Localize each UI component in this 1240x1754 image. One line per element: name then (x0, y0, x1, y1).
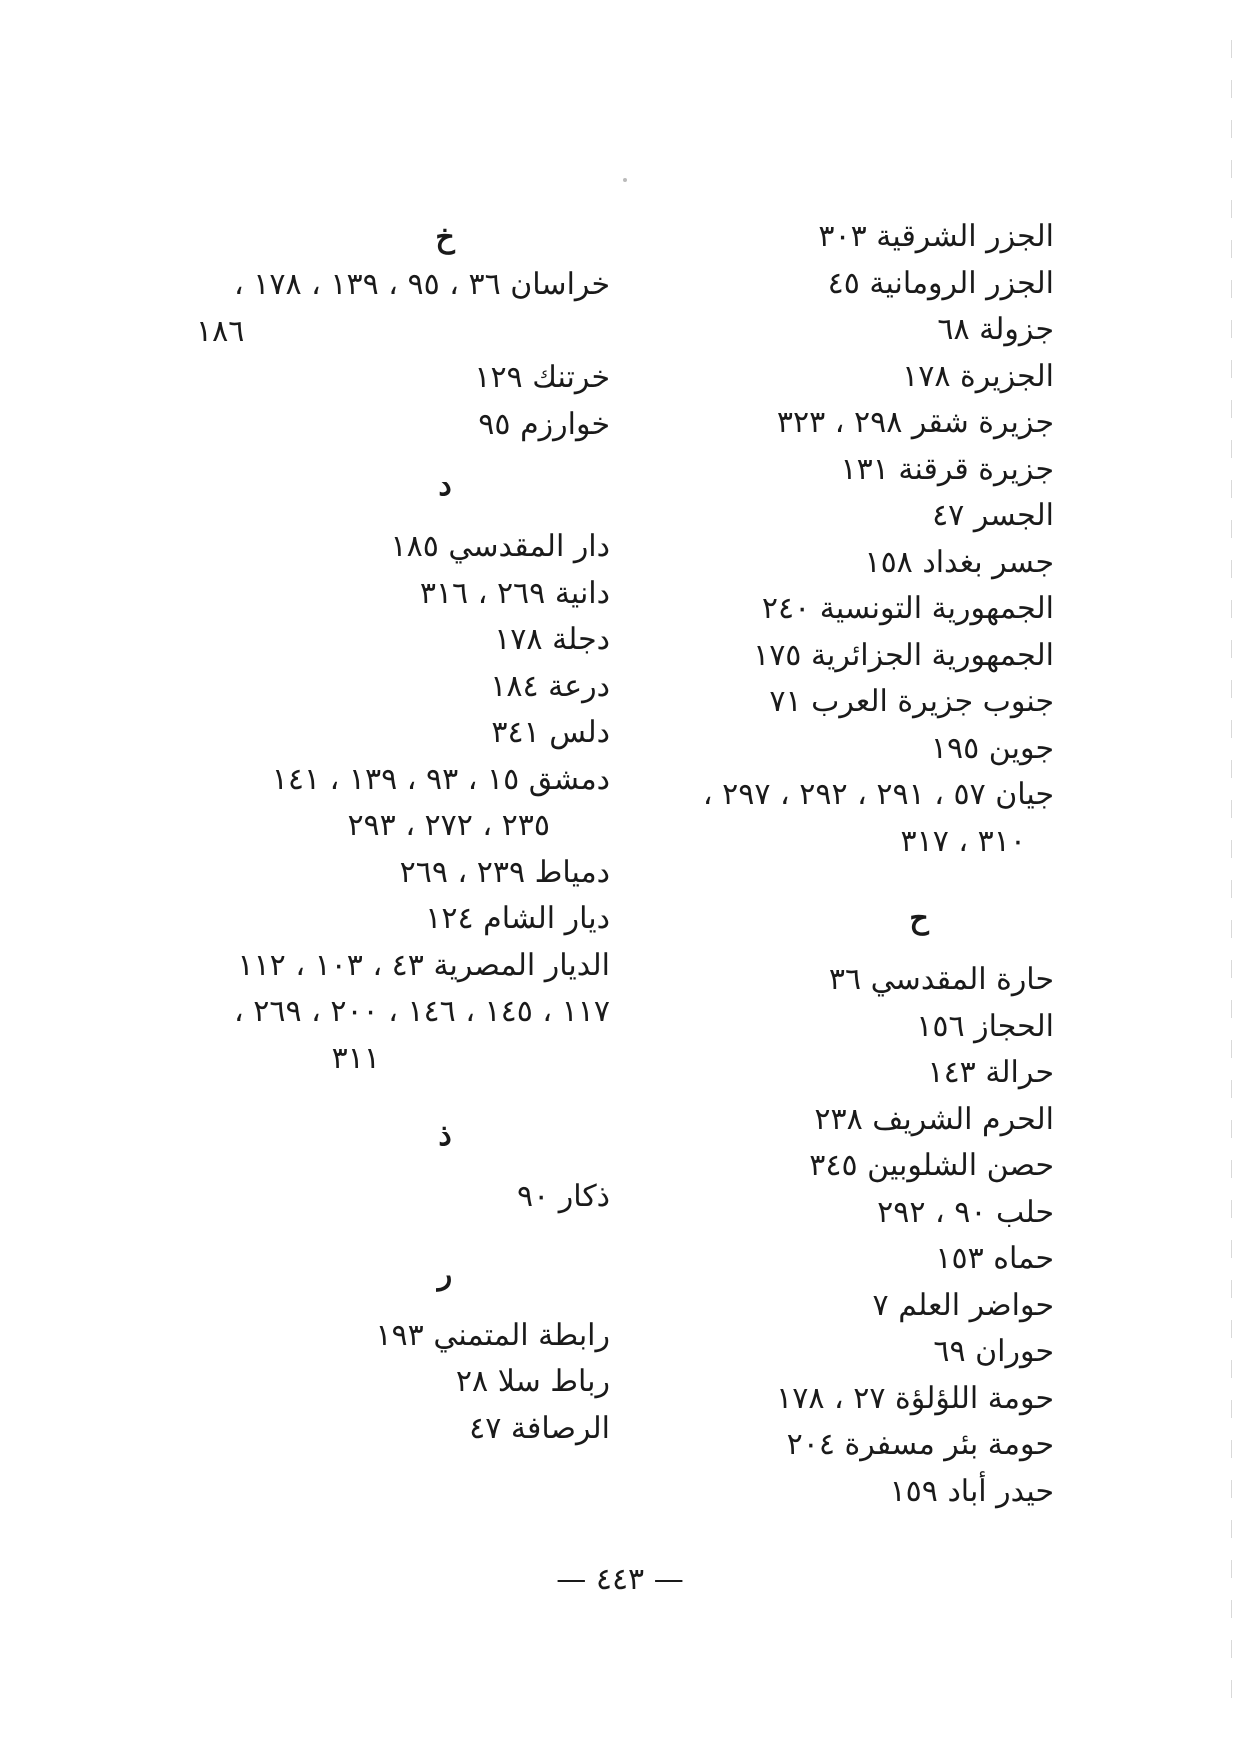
index-entry-jayan (574, 772, 1054, 865)
index-entry-dimashq (190, 757, 610, 850)
letter-heading-dal: د (438, 468, 452, 503)
index-entry: جوين ١٩٥ (930, 730, 1054, 766)
index-entry-diyar-misriya (190, 943, 610, 1083)
index-entry: رابطة المتمني ١٩٣ (375, 1317, 610, 1353)
index-entry: ديار الشام ١٢٤ (425, 901, 610, 936)
letter-heading-kha: خ (435, 220, 455, 255)
index-entry: دجلة ١٧٨ (494, 622, 610, 657)
index-entry: الجزر الشرقية ٣٠٣ (818, 219, 1054, 254)
index-entry: جزيرة قرقنة ١٣١ (840, 451, 1054, 487)
index-entry: الجسر ٤٧ (932, 498, 1054, 533)
entry-line: جيان ٥٧ ، ٢٩١ ، ٢٩٢ ، ٢٩٧ ، (702, 777, 1054, 812)
entry-continuation: ٣١١ (331, 1040, 380, 1076)
letter-heading-dhal: ذ (438, 1118, 452, 1153)
index-entry: دار المقدسي ١٨٥ (390, 529, 610, 564)
index-entry: حومة اللؤلؤة ٢٧ ، ١٧٨ (776, 1380, 1054, 1416)
index-entry: دلس ٣٤١ (491, 715, 610, 750)
index-entry: الجمهورية التونسية ٢٤٠ (761, 591, 1054, 626)
index-entry: حلب ٩٠ ، ٢٩٢ (877, 1194, 1054, 1230)
index-entry: الرصافة ٤٧ (469, 1410, 610, 1446)
index-column-right (574, 214, 1054, 1515)
entry-continuation: ١٨٦ (196, 313, 245, 349)
index-column-left (190, 214, 610, 1452)
entry-continuation: ٣١٠ ، ٣١٧ (900, 823, 1026, 859)
letter-heading-ra: ر (437, 1256, 453, 1292)
index-entry: جزولة ٦٨ (937, 312, 1054, 347)
entry-line: خراسان ٣٦ ، ٩٥ ، ١٣٩ ، ١٧٨ ، (234, 267, 610, 302)
index-entry: جسر بغداد ١٥٨ (864, 544, 1054, 580)
index-entry: الحرم الشريف ٢٣٨ (814, 1101, 1054, 1137)
scan-speck (623, 178, 627, 182)
index-entry: حومة بئر مسفرة ٢٠٤ (786, 1427, 1054, 1462)
index-entry: الجزر الرومانية ٤٥ (827, 265, 1054, 301)
index-entry: جزيرة شقر ٢٩٨ ، ٣٢٣ (776, 405, 1054, 440)
page-number: — ٤٤٣ — (556, 1562, 684, 1597)
index-entry: حرالة ١٤٣ (927, 1055, 1054, 1090)
index-entry: ذكار ٩٠ (516, 1179, 610, 1214)
index-entry: درعة ١٨٤ (490, 668, 610, 704)
index-entry: حواضر العلم ٧ (872, 1287, 1054, 1323)
index-entry: الجمهورية الجزائرية ١٧٥ (753, 637, 1054, 673)
index-entry: رباط سلا ٢٨ (455, 1364, 610, 1399)
index-entry: حيدر أباد ١٥٩ (889, 1473, 1054, 1509)
entry-continuation: ١١٧ ، ١٤٥ ، ١٤٦ ، ٢٠٠ ، ٢٦٩ ، (234, 994, 610, 1029)
index-entry: دانية ٢٦٩ ، ٣١٦ (419, 575, 610, 611)
letter-heading-ha: ح (909, 901, 929, 936)
index-entry: الحجاز ١٥٦ (916, 1008, 1054, 1044)
entry-continuation: ٢٣٥ ، ٢٧٢ ، ٢٩٣ (347, 808, 550, 843)
entry-line: دمشق ١٥ ، ٩٣ ، ١٣٩ ، ١٤١ (271, 761, 610, 797)
index-entry: حارة المقدسي ٣٦ (828, 962, 1054, 997)
index-entry: خوارزم ٩٥ (478, 406, 610, 442)
index-entry: جنوب جزيرة العرب ٧١ (769, 684, 1054, 719)
scan-edge-line (1231, 40, 1232, 1710)
index-entry: خرتنك ١٢٩ (474, 360, 610, 395)
index-entry: حصن الشلوبين ٣٤٥ (809, 1148, 1054, 1183)
entry-line: الديار المصرية ٤٣ ، ١٠٣ ، ١١٢ (237, 947, 610, 983)
index-entry: حماه ١٥٣ (935, 1241, 1054, 1276)
index-entry: الجزيرة ١٧٨ (902, 358, 1054, 394)
index-entry-khurasan (190, 262, 610, 355)
index-entry: حوران ٦٩ (933, 1334, 1054, 1369)
index-entry: دمياط ٢٣٩ ، ٢٦٩ (399, 854, 610, 890)
